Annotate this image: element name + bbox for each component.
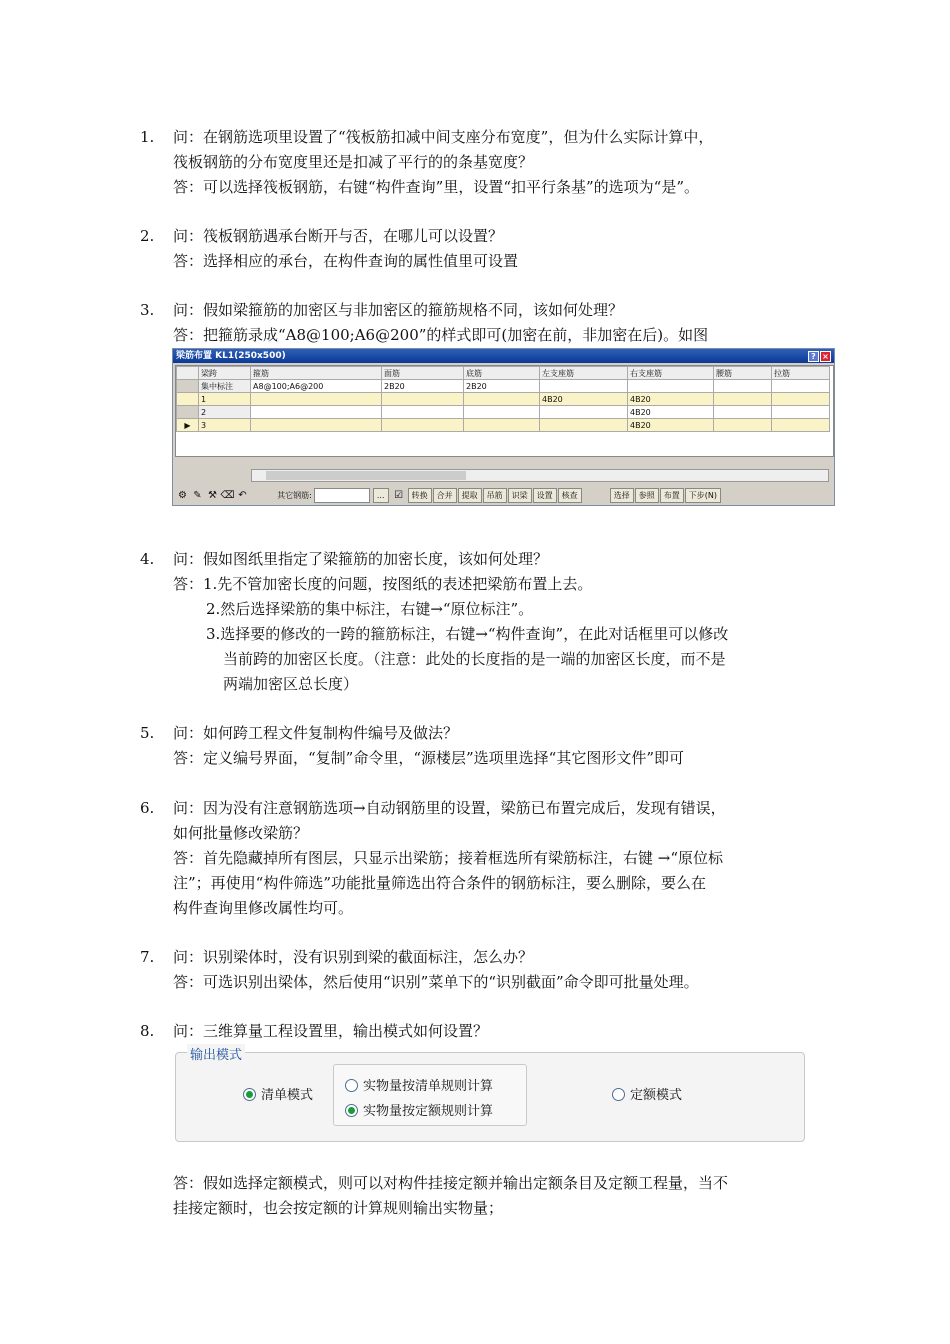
grid-cell[interactable] [772,393,830,406]
grid-cell[interactable]: 2 [199,406,251,419]
checkbox-icon[interactable]: ☑ [394,490,404,501]
bill-rule-label: 实物量按清单规则计算 [363,1079,494,1094]
toolbar-button[interactable]: 设置 [533,488,557,503]
grid-cell[interactable] [464,419,540,432]
grid-cell[interactable] [382,393,464,406]
grid-cell[interactable] [464,406,540,419]
text-line: 问：因为没有注意钢筋选项→自动钢筋里的设置，梁筋已布置完成后，发现有错误， [173,799,726,817]
output-mode-panel [175,1044,805,1144]
column-header: 箍筋 [251,367,382,380]
column-header: 面筋 [382,367,464,380]
quota-rule-label: 实物量按定额规则计算 [363,1104,494,1119]
toolbar-button[interactable]: 提取 [458,488,482,503]
text-line: 答：首先隐藏掉所有图层，只显示出梁筋；接着框选所有梁筋标注，右键 →“原位标 [173,849,724,867]
quota-rule-radio[interactable] [345,1100,493,1119]
column-header: 左支座筋 [540,367,628,380]
help-icon[interactable]: ? [808,351,819,362]
grid-cell[interactable] [628,380,714,393]
grid-cell[interactable] [772,419,830,432]
eraser-icon[interactable]: ⌫ [220,490,235,501]
grid-cell[interactable] [540,406,628,419]
text-line: 答：假如选择定额模式，则可以对构件挂接定额并输出定额条目及定额工程量，当不 [173,1174,729,1192]
text-line: 问：假如梁箍筋的加密区与非加密区的箍筋规格不同，该如何处理？ [173,301,624,319]
text-line: 问：识别梁体时，没有识别到梁的截面标注，怎么办？ [173,948,534,966]
close-icon[interactable]: × [820,351,831,362]
column-header: 腰筋 [714,367,772,380]
item-number: 1. [140,128,155,146]
grid-cell[interactable] [772,380,830,393]
column-header: 右支座筋 [628,367,714,380]
quota-mode-radio[interactable] [612,1084,682,1103]
bill-mode-label: 清单模式 [261,1088,314,1103]
dialog-title: 梁筋布置 KL1(250x500) [176,351,286,361]
grid-cell[interactable] [540,419,628,432]
radio-selected-icon [243,1088,256,1101]
text-line: 问：假如图纸里指定了梁箍筋的加密长度，该如何处理？ [173,550,549,568]
item-number: 2. [140,227,155,245]
grid-cell[interactable]: 3 [199,419,251,432]
grid-cell[interactable]: A8@100;A6@200 [251,380,382,393]
rebar-grid [175,365,834,457]
dialog-toolbar [175,488,832,505]
toolbar-button[interactable]: 吊筋 [483,488,507,503]
text-line: 答：定义编号界面，“复制”命令里，“源楼层”选项里选择“其它图形文件”即可 [173,749,685,767]
toolbar-button[interactable]: 转换 [408,488,432,503]
item-number: 7. [140,948,155,966]
text-line: 答：可选识别出梁体，然后使用“识别”菜单下的“识别截面”命令即可批量处理。 [173,973,699,991]
grid-cell[interactable] [382,419,464,432]
bill-rule-radio[interactable] [345,1075,493,1094]
grid-cell[interactable]: 2B20 [464,380,540,393]
grid-cell[interactable] [714,380,772,393]
table-row[interactable] [177,406,830,419]
grid-cell[interactable]: 4B20 [628,406,714,419]
grid-cell[interactable]: 4B20 [540,393,628,406]
grid-cell[interactable] [540,380,628,393]
text-line: 问：在钢筋选项里设置了“筏板筋扣减中间支座分布宽度”，但为什么实际计算中， [173,128,714,146]
text-line: 如何批量修改梁筋？ [173,824,309,842]
text-line: 问：如何跨工程文件复制构件编号及做法？ [173,724,459,742]
grid-cell[interactable] [714,419,772,432]
text-line: 问：三维算量工程设置里，输出模式如何设置？ [173,1022,489,1040]
horizontal-scrollbar[interactable] [251,469,829,482]
grid-cell[interactable]: 4B20 [628,393,714,406]
place-button[interactable]: 布置 [660,488,684,503]
grid-header-row [177,367,830,380]
grid-cell[interactable] [251,393,382,406]
grid-cell[interactable] [714,406,772,419]
select-button[interactable]: 选择 [610,488,634,503]
text-line: 2.然后选择梁筋的集中标注，右键→“原位标注”。 [206,600,534,618]
grid-cell[interactable]: 集中标注 [199,380,251,393]
toolbar-button[interactable]: 识梁 [508,488,532,503]
scrollbar-thumb[interactable] [266,471,466,480]
quota-mode-label: 定额模式 [630,1088,683,1103]
ellipsis-button[interactable]: ... [373,488,389,503]
text-line: 答：选择相应的承台，在构件查询的属性值里可设置 [173,252,519,270]
column-header: 底筋 [464,367,540,380]
table-row[interactable] [177,419,830,432]
grid-cell[interactable] [251,406,382,419]
row-pointer-icon: ▶ [177,419,199,432]
item-number: 4. [140,550,155,568]
table-row[interactable] [177,380,830,393]
other-rebar-input[interactable] [314,488,370,503]
text-line: 答：把箍筋录成“A8@100;A6@200”的样式即可(加密在前，非加密在后)。如图 [173,326,709,344]
reference-button[interactable]: 参照 [635,488,659,503]
grid-cell[interactable] [772,406,830,419]
other-rebar-label: 其它钢筋: [277,491,312,500]
column-header: 拉筋 [772,367,830,380]
grid-cell[interactable] [464,393,540,406]
settings-icon[interactable]: ⚒ [208,490,217,501]
toolbar-button[interactable]: 合并 [433,488,457,503]
text-line: 问：筏板钢筋遇承台断开与否，在哪儿可以设置？ [173,227,504,245]
table-row[interactable] [177,393,830,406]
item-number: 8. [140,1022,155,1040]
text-line: 答：1.先不管加密长度的问题，按图纸的表述把梁筋布置上去。 [173,575,593,593]
tool-icon[interactable]: ⚙ [178,490,187,501]
text-line: 两端加密区总长度） [223,675,359,693]
text-line: 当前跨的加密区长度。（注意：此处的长度指的是一端的加密区长度，而不是 [223,650,726,668]
beam-rebar-dialog [172,348,835,506]
item-number: 5. [140,724,155,742]
dialog-title-bar [173,349,834,363]
text-line: 注”；再使用“构件筛选”功能批量筛选出符合条件的钢筋标注，要么删除，要么在 [173,874,707,892]
grid-cell[interactable] [382,406,464,419]
grid-cell[interactable] [251,419,382,432]
item-number: 6. [140,799,155,817]
text-line: 筏板钢筋的分布宽度里还是扣减了平行的的条基宽度？ [173,153,534,171]
text-line: 挂接定额时，也会按定额的计算规则输出实物量； [173,1199,504,1217]
grid-cell[interactable]: 2B20 [382,380,464,393]
radio-icon [345,1079,358,1092]
next-step-button[interactable]: 下步(N) [685,488,721,503]
undo-icon[interactable]: ↶ [238,490,247,501]
grid-cell[interactable]: 1 [199,393,251,406]
text-line: 答：可以选择筏板钢筋，右键“构件查询”里，设置“扣平行条基”的选项为“是”。 [173,178,700,196]
radio-selected-icon [345,1104,358,1117]
text-line: 构件查询里修改属性均可。 [173,899,354,917]
radio-icon [612,1088,625,1101]
item-number: 3. [140,301,155,319]
bill-mode-radio[interactable] [243,1084,313,1103]
toolbar-button[interactable]: 核查 [558,488,582,503]
text-line: 3.选择要的修改的一跨的箍筋标注，右键→“构件查询”，在此对话框里可以修改 [206,625,729,643]
column-header: 梁跨 [199,367,251,380]
edit-icon[interactable]: ✎ [193,490,202,501]
output-mode-legend: 输出模式 [187,1044,245,1063]
grid-cell[interactable]: 4B20 [628,419,714,432]
grid-cell[interactable] [714,393,772,406]
